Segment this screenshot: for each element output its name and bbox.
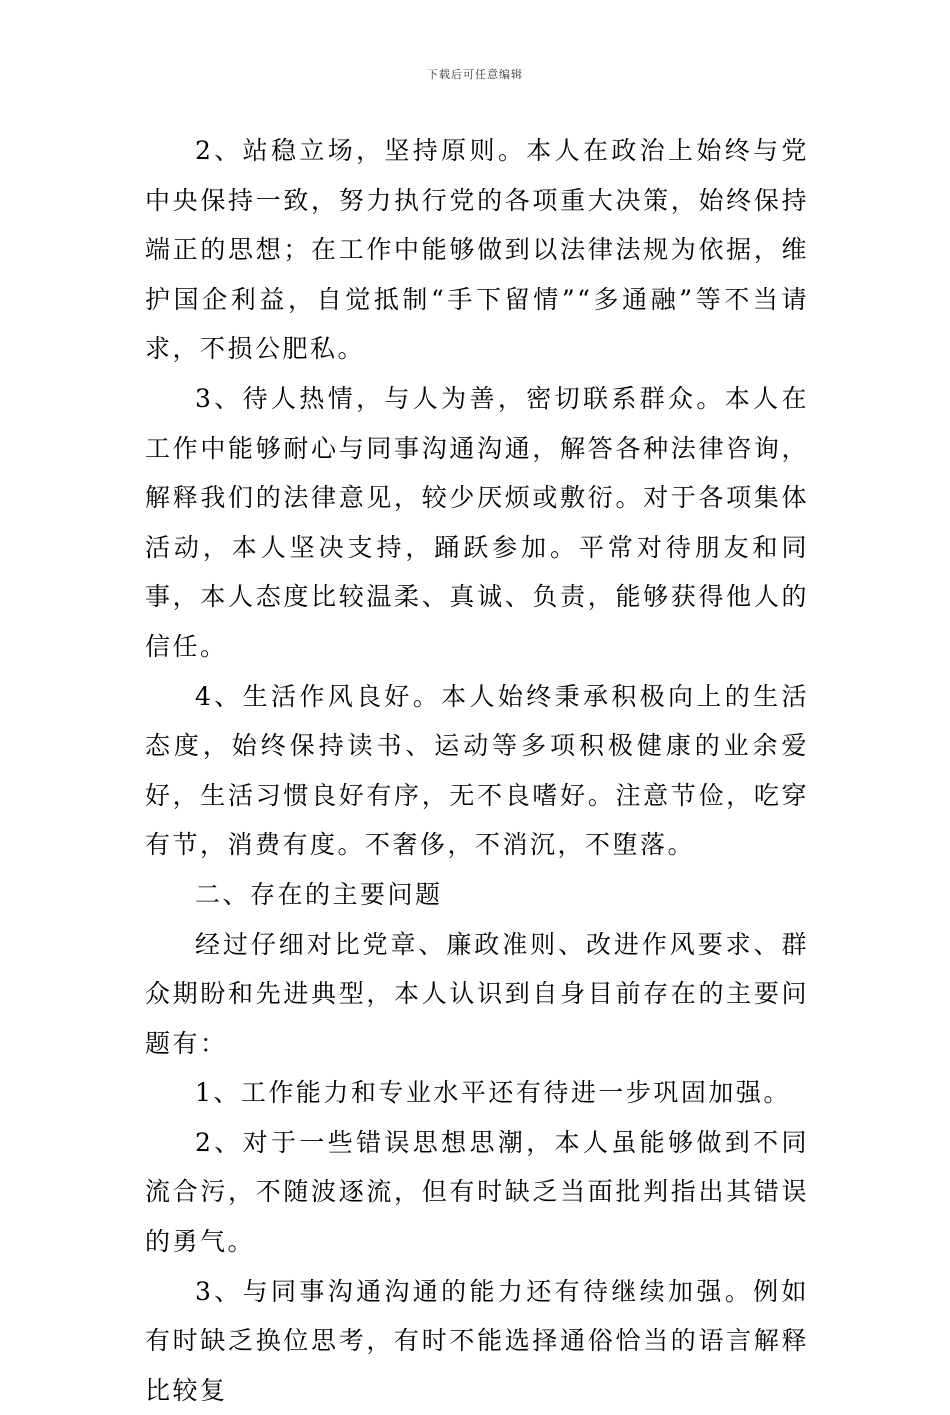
- paragraph-lifestyle: 4、生活作风良好。本人始终秉承积极向上的生活态度，始终保持读书、运动等多项积极健康的业余爱好，生活习惯良好有序，无不良嗜好。注意节俭，吃穿有节，消费有度。不奢侈，不消沉，不堕落。: [145, 681, 809, 860]
- paragraph-problem-3: 3、与同事沟通沟通的能力还有待继续加强。例如有时缺乏换位思考，有时不能选择通俗恰当的语言解释比较复: [145, 1276, 809, 1405]
- section-heading-problems: 二、存在的主要问题: [195, 879, 443, 909]
- paragraph-people: 3、待人热情，与人为善，密切联系群众。本人在工作中能够耐心与同事沟通沟通，解答各种法律咨询，解释我们的法律意见，较少厌烦或敷衍。对于各项集体活动，本人坚决支持，踊跃参加。平常对待朋友和同事，本人态度比较温柔、真诚、负责，能够获得他人的信任。: [145, 383, 809, 661]
- header-note: 下载后可任意编辑: [427, 68, 523, 81]
- paragraph-problem-1: 1、工作能力和专业水平还有待进一步巩固加强。: [195, 1078, 791, 1108]
- document-body: [145, 126, 809, 1415]
- paragraph-problems-intro: 经过仔细对比党章、廉政准则、改进作风要求、群众期盼和先进典型，本人认识到自身目前存在的主要问题有：: [145, 929, 809, 1058]
- paragraph-problem-2: 2、对于一些错误思想思潮，本人虽能够做到不同流合污，不随波逐流，但有时缺乏当面批判指出其错误的勇气。: [145, 1127, 809, 1257]
- paragraph-stance: 2、站稳立场，坚持原则。本人在政治上始终与党中央保持一致，努力执行党的各项重大决策，始终保持端正的思想；在工作中能够做到以法律法规为依据，维护国企利益，自觉抵制“手下留情”“多通融”等不当请求，不损公肥私。: [145, 136, 809, 364]
